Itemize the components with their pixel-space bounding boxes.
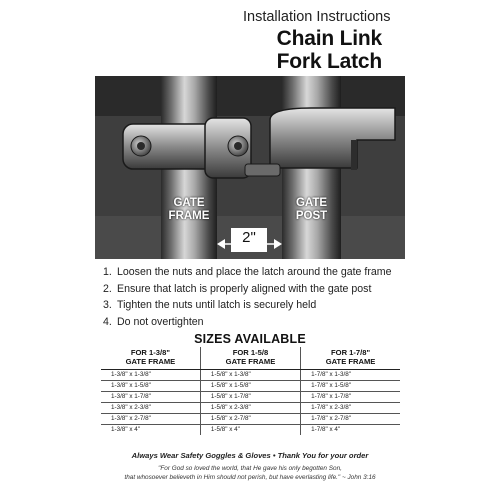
size-cell: 1-3/8" x 2-3/8" <box>101 402 200 413</box>
header <box>0 0 500 74</box>
sizes-title: SIZES AVAILABLE <box>194 332 306 346</box>
size-cell: 1-5/8" x 1-5/8" <box>200 380 300 391</box>
subtitle: Installation Instructions <box>243 9 391 25</box>
column-header: FOR 1-7/8" GATE FRAME <box>301 347 400 369</box>
size-cell: 1-7/8" x 1-7/8" <box>301 391 400 402</box>
gap-measurement: 2" <box>242 229 256 246</box>
sizes-table <box>101 347 400 435</box>
size-cell: 1-5/8" x 1-3/8" <box>200 369 300 380</box>
nut-icon <box>228 136 248 156</box>
step-item: 1. Loosen the nuts and place the latch around the gate frame <box>103 266 392 278</box>
product-title-line-2: Fork Latch <box>276 50 382 73</box>
step-item: 2. Ensure that latch is properly aligned with the gate post <box>103 282 372 295</box>
size-cell: 1-5/8" x 1-7/8" <box>200 391 300 402</box>
table-row <box>101 380 400 391</box>
safety-note: Always Wear Safety Goggles & Gloves • Thank You for your order <box>131 451 369 460</box>
size-cell: 1-7/8" x 2-7/8" <box>301 413 400 424</box>
table-row <box>101 402 400 413</box>
size-cell: 1-3/8" x 1-5/8" <box>101 380 200 391</box>
size-cell: 1-7/8" x 2-3/8" <box>301 402 400 413</box>
sizes-header-row <box>101 347 400 369</box>
size-cell: 1-3/8" x 1-7/8" <box>101 391 200 402</box>
table-row <box>101 369 400 380</box>
size-cell: 1-7/8" x 4" <box>301 424 400 435</box>
size-cell: 1-3/8" x 4" <box>111 425 140 433</box>
size-cell: 1-5/8" x 2-3/8" <box>200 402 300 413</box>
size-cell: 1-5/8" x 2-7/8" <box>200 413 300 424</box>
size-cell: 1-3/8" x 1-3/8" <box>101 369 200 380</box>
nut-icon <box>131 136 151 156</box>
gate-post-label: GATE POST <box>295 197 328 222</box>
size-cell: 1-3/8" x 2-7/8" <box>101 413 200 424</box>
gate-frame-label: GATE FRAME <box>168 197 210 222</box>
table-row <box>101 424 400 435</box>
bible-quote: "For God so loved the world, that He gave his only begotten Son, that whosoever believeth in Him should not perish, but have everlasting life." ~ John 3:16 <box>124 465 376 481</box>
size-cell: 1-7/8" x 1-5/8" <box>301 380 400 391</box>
step-item: 3. Tighten the nuts until latch is securely held <box>103 299 317 311</box>
size-cell: 1-7/8" x 1-3/8" <box>301 369 400 380</box>
product-title-line-1: Chain Link <box>276 27 382 50</box>
instruction-steps <box>103 266 403 332</box>
column-header: FOR 1-5/8 GATE FRAME <box>200 347 300 369</box>
step-item: 4. Do not overtighten <box>103 315 204 328</box>
size-cell: 1-5/8" x 4" <box>200 424 300 435</box>
column-header: FOR 1-3/8" GATE FRAME <box>101 347 200 369</box>
table-row <box>101 391 400 402</box>
table-row <box>101 413 400 424</box>
